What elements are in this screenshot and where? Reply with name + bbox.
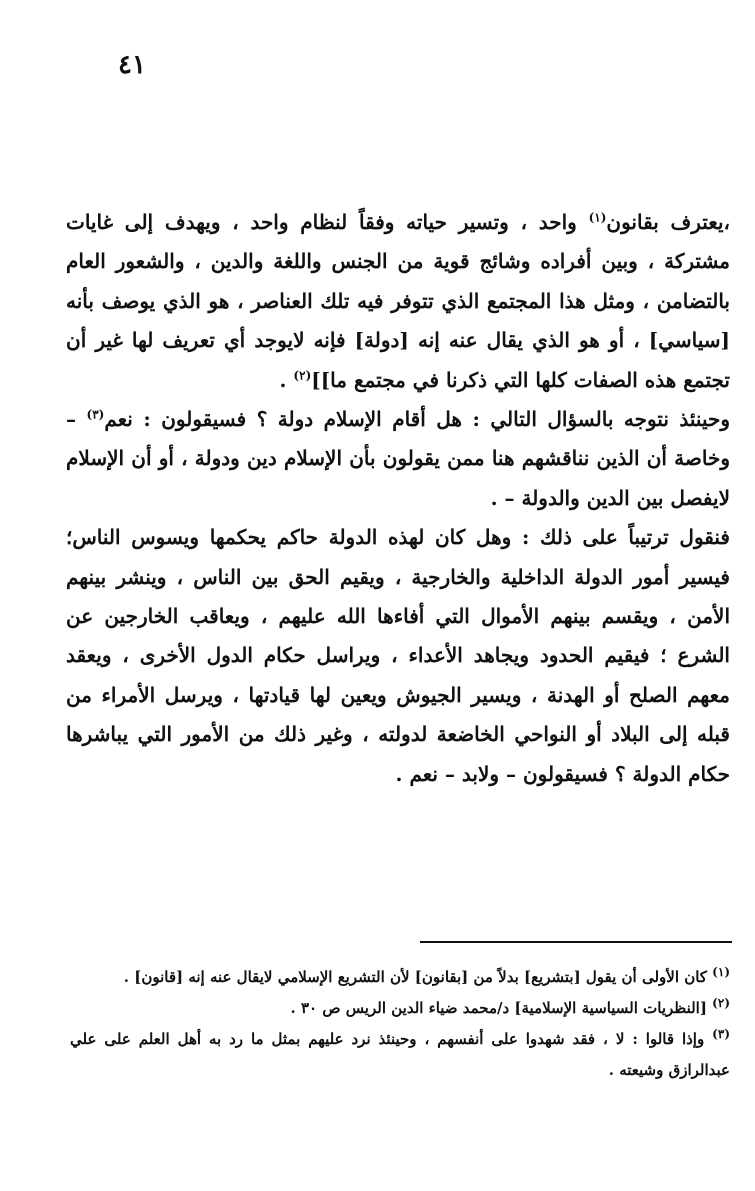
paragraph-1 — [66, 203, 730, 400]
footnote-3-text: وإذا قالوا : لا ، فقد شهدوا على أنفسهم ، وحينئذ نرد عليهم بمثل ما رد به أهل العلم على علي عبدالرازق وشيعته . — [70, 1030, 730, 1079]
footnote-3-mark: (٣) — [712, 1027, 730, 1041]
footnote-3 — [70, 1024, 730, 1086]
paragraph-2-text-b: – وخاصة أن الذين نناقشهم هنا ممن يقولون بأن الإسلام دين ودولة ، أو أن الإسلام لايفصل بين الدين والدولة – . — [66, 407, 730, 510]
footnote-1-mark: (١) — [712, 965, 730, 979]
footnotes — [70, 962, 730, 1086]
footnote-1-text: كان الأولى أن يقول [بتشريع] بدلاً من [بقانون] لأن التشريع الإسلامي لايقال عنه إنه [قانون] . — [123, 968, 713, 986]
footnote-2-text: [النظريات السياسية الإسلامية] د/محمد ضياء الدين الريس ص ٣٠ . — [290, 999, 713, 1017]
footnote-ref-2: (٢) — [293, 367, 312, 382]
paragraph-1-text-b: واحد ، وتسير حياته وفقاً لنظام واحد ، ويهدف إلى غايات مشتركة ، وبين أفراده وشائج قوية من الجنس واللغة والدين ، والشعور العام بالتضامن ، ومثل هذا المجتمع الذي تتوفر فيه تلك العناصر ، هو الذي يوصف بأنه [سياسي] ، أو هو الذي يقال عنه إنه [دولة] فإنه لايوجد أي تعريف لها غير أن تجتمع هذه الصفات كلها التي ذكرنا في مجتمع ما]] — [66, 210, 730, 392]
body-text — [66, 203, 730, 794]
footnote-2-mark: (٢) — [712, 996, 730, 1010]
page-number: ٤١ — [118, 50, 146, 80]
footnote-2 — [70, 993, 730, 1024]
paragraph-2-text-a: وحينئذ نتوجه بالسؤال التالي : هل أقام الإسلام دولة ؟ فسيقولون : نعم — [104, 407, 731, 432]
paragraph-1-text-c: . — [279, 367, 294, 392]
footnote-1 — [70, 962, 730, 993]
footnote-ref-1: (١) — [588, 210, 607, 225]
paragraph-3: فنقول ترتيباً على ذلك : وهل كان لهذه الدولة حاكم يحكمها ويسوس الناس؛ فيسير أمور الدولة الداخلية والخارجية ، ويقيم الحق بين الناس ، وينشر بينهم الأمن ، ويقسم بينهم الأموال التي أفاءها الله عليهم ، ويعاقب الخارجين عن الشرع ؛ فيقيم الحدود ويجاهد الأعداء ، ويراسل حكام الدول الأخرى ، ويعقد معهم الصلح أو الهدنة ، ويسير الجيوش ويعين لها قيادتها ، ويرسل الأمراء من قبله إلى البلاد أو النواحي الخاضعة لدولته ، وغير ذلك من الأمور التي يباشرها حكام الدولة ؟ فسيقولون – ولابد – نعم . — [66, 525, 730, 786]
footnote-separator — [420, 941, 732, 943]
paragraph-1-text-a: ،يعترف بقانون — [606, 210, 730, 234]
paragraph-2 — [66, 400, 730, 518]
footnote-ref-3: (٣) — [86, 407, 105, 422]
